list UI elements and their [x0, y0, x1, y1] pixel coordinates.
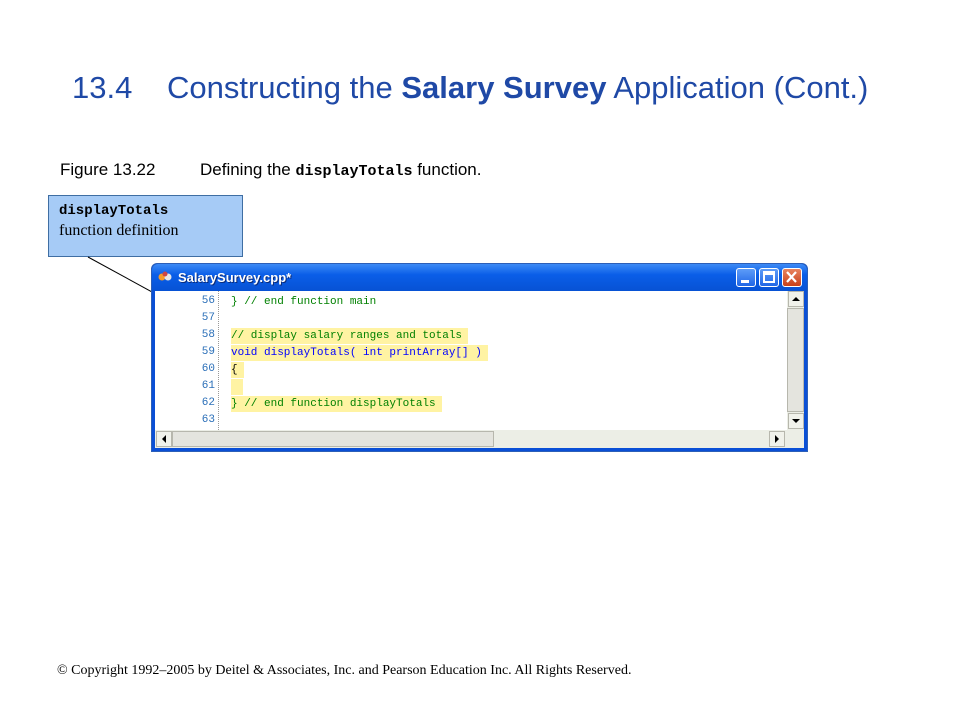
- close-icon: [783, 269, 801, 286]
- maximize-button[interactable]: [759, 268, 779, 287]
- vertical-scrollbar[interactable]: [787, 291, 804, 430]
- caption-suffix: function.: [412, 160, 482, 179]
- code-line-60[interactable]: {: [231, 362, 244, 378]
- scroll-right-button[interactable]: [769, 431, 785, 447]
- code-line-59[interactable]: void displayTotals( int printArray[] ): [231, 345, 488, 361]
- title-number: 13.4: [72, 70, 133, 105]
- app-icon: [158, 271, 172, 283]
- scroll-left-button[interactable]: [156, 431, 172, 447]
- title-suffix: Application (Cont.): [606, 70, 869, 105]
- callout-text: function definition: [59, 222, 179, 239]
- arrow-up-icon: [789, 292, 803, 306]
- line-number: 58: [201, 329, 215, 341]
- window-titlebar[interactable]: [152, 264, 807, 291]
- scrollbar-corner: [787, 430, 804, 448]
- scroll-up-button[interactable]: [788, 291, 804, 307]
- code-line-58[interactable]: // display salary ranges and totals: [231, 328, 468, 344]
- horizontal-scroll-thumb[interactable]: [172, 431, 494, 447]
- line-number: 56: [201, 295, 215, 307]
- maximize-icon: [760, 269, 778, 286]
- caption-code: displayTotals: [295, 163, 413, 180]
- arrow-right-icon: [770, 432, 784, 446]
- window-title: SalarySurvey.cpp*: [178, 270, 292, 285]
- minimize-button[interactable]: [736, 268, 756, 287]
- editor-client-area[interactable]: [155, 291, 804, 448]
- close-button[interactable]: [782, 268, 802, 287]
- line-number: 62: [201, 397, 215, 409]
- arrow-down-icon: [789, 414, 803, 428]
- line-number: 57: [201, 312, 215, 324]
- title-prefix: Constructing the: [167, 70, 402, 105]
- vertical-scroll-thumb[interactable]: [787, 308, 804, 412]
- title-bold: Salary Survey: [401, 70, 607, 105]
- minimize-icon: [737, 269, 755, 286]
- line-number: 63: [201, 414, 215, 426]
- callout-code: displayTotals: [59, 203, 169, 219]
- line-number-gutter: [155, 291, 219, 430]
- arrow-left-icon: [157, 432, 171, 446]
- copyright-footer: © Copyright 1992–2005 by Deitel & Associates, Inc. and Pearson Education Inc. All Rights Reserved.: [57, 663, 632, 678]
- figure-label: Figure 13.22: [60, 160, 156, 179]
- code-line-56[interactable]: } // end function main: [231, 296, 377, 308]
- caption-prefix: Defining the: [200, 160, 296, 179]
- scroll-down-button[interactable]: [788, 413, 804, 429]
- code-line-61[interactable]: [231, 379, 243, 395]
- line-number: 59: [201, 346, 215, 358]
- line-number: 60: [201, 363, 215, 375]
- editor-window: [151, 263, 808, 452]
- horizontal-scrollbar[interactable]: [155, 430, 787, 448]
- line-number: 61: [201, 380, 215, 392]
- code-line-62[interactable]: } // end function displayTotals: [231, 396, 442, 412]
